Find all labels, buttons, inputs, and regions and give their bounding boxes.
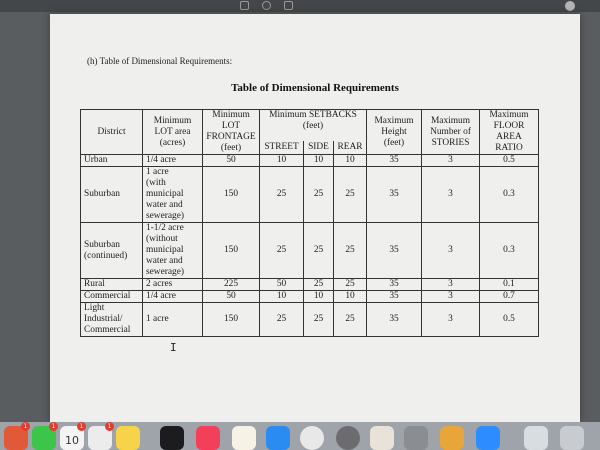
header-far: Maximum FLOOR AREA RATIO: [480, 110, 539, 155]
dimensional-requirements-table: [80, 109, 539, 337]
far-cell: 0.5: [480, 303, 539, 337]
table-row: [81, 155, 539, 167]
rear-cell: 25: [334, 167, 367, 223]
lot-cell: 2 acres: [143, 279, 203, 291]
zoom-app-icon[interactable]: [476, 426, 500, 450]
music-icon[interactable]: [196, 426, 220, 450]
side-cell: 25: [304, 279, 334, 291]
toolbar-text: [0, 0, 600, 12]
rear-cell: 25: [334, 279, 367, 291]
rotate-icon[interactable]: [262, 1, 271, 10]
far-cell: 0.5: [480, 155, 539, 167]
height-cell: 35: [367, 155, 422, 167]
header-frontage: Minimum LOT FRONTAGE (feet): [203, 110, 260, 155]
frontage-cell: 225: [203, 279, 260, 291]
height-cell: 35: [367, 303, 422, 337]
trash-icon[interactable]: [560, 426, 584, 450]
stories-cell: 3: [422, 303, 480, 337]
frontage-cell: 150: [203, 167, 260, 223]
section-caption: (h) Table of Dimensional Requirements:: [87, 56, 233, 66]
chrome-icon[interactable]: [300, 426, 324, 450]
text-cursor-icon: I: [170, 341, 177, 354]
document-page: [50, 14, 580, 422]
side-cell: 10: [304, 291, 334, 303]
street-cell: 25: [260, 167, 304, 223]
table-row: [81, 167, 539, 223]
far-cell: 0.1: [480, 279, 539, 291]
far-cell: 0.3: [480, 167, 539, 223]
keynote-icon[interactable]: [440, 426, 464, 450]
header-district: District: [81, 110, 143, 155]
street-cell: 50: [260, 279, 304, 291]
district-cell: Light Industrial/ Commercial: [81, 303, 143, 337]
dock: [0, 422, 600, 450]
district-cell: Commercial: [81, 291, 143, 303]
rear-cell: 10: [334, 291, 367, 303]
side-cell: 25: [304, 167, 334, 223]
markup-icon[interactable]: [240, 1, 249, 10]
height-cell: 35: [367, 223, 422, 279]
table-row: [81, 223, 539, 279]
reminders-icon[interactable]: 1: [88, 426, 112, 450]
stories-cell: 3: [422, 223, 480, 279]
lot-cell: 1 acre (with municipal water and sewerage): [143, 167, 203, 223]
search-icon[interactable]: [565, 1, 575, 11]
frontage-cell: 50: [203, 291, 260, 303]
notes-icon[interactable]: [116, 426, 140, 450]
side-cell: 25: [304, 223, 334, 279]
calendar-icon[interactable]: 10 1: [60, 426, 84, 450]
app-store-icon[interactable]: [266, 426, 290, 450]
header-height: Maximum Height (feet): [367, 110, 422, 155]
header-row-1: [81, 110, 539, 142]
district-cell: Suburban (continued): [81, 223, 143, 279]
stories-cell: 3: [422, 167, 480, 223]
street-cell: 25: [260, 303, 304, 337]
street-cell: 10: [260, 155, 304, 167]
stocks-icon[interactable]: [160, 426, 184, 450]
viewer-toolbar: [0, 0, 600, 12]
share-icon[interactable]: [284, 1, 293, 10]
preview-icon[interactable]: [404, 426, 428, 450]
far-cell: 0.7: [480, 291, 539, 303]
document-icon[interactable]: [524, 426, 548, 450]
district-cell: Suburban: [81, 167, 143, 223]
height-cell: 35: [367, 291, 422, 303]
stories-cell: 3: [422, 291, 480, 303]
frontage-cell: 50: [203, 155, 260, 167]
street-cell: 10: [260, 291, 304, 303]
header-rear: REAR: [334, 141, 367, 154]
street-cell: 25: [260, 223, 304, 279]
lot-cell: 1/4 acre: [143, 155, 203, 167]
settings-icon[interactable]: [336, 426, 360, 450]
far-cell: 0.3: [480, 223, 539, 279]
rear-cell: 10: [334, 155, 367, 167]
rear-cell: 25: [334, 303, 367, 337]
district-cell: Rural: [81, 279, 143, 291]
lot-cell: 1-1/2 acre (without municipal water and sewerage): [143, 223, 203, 279]
height-cell: 35: [367, 167, 422, 223]
frontage-cell: 150: [203, 223, 260, 279]
header-stories: Maximum Number of STORIES: [422, 110, 480, 155]
header-side: SIDE: [304, 141, 334, 154]
freeform-icon[interactable]: [232, 426, 256, 450]
table-row: [81, 303, 539, 337]
books-icon[interactable]: [370, 426, 394, 450]
finder-icon[interactable]: 1: [4, 426, 28, 450]
lot-cell: 1/4 acre: [143, 291, 203, 303]
side-cell: 10: [304, 155, 334, 167]
table-title: Table of Dimensional Requirements: [231, 82, 399, 94]
height-cell: 35: [367, 279, 422, 291]
district-cell: Urban: [81, 155, 143, 167]
header-lot-area: Minimum LOT area (acres): [143, 110, 203, 155]
stories-cell: 3: [422, 155, 480, 167]
frontage-cell: 150: [203, 303, 260, 337]
header-setbacks: Minimum SETBACKS (feet): [260, 110, 367, 142]
side-cell: 25: [304, 303, 334, 337]
lot-cell: 1 acre: [143, 303, 203, 337]
header-street: STREET: [260, 141, 304, 154]
stories-cell: 3: [422, 279, 480, 291]
rear-cell: 25: [334, 223, 367, 279]
table-row: [81, 291, 539, 303]
calendar-day: 10: [65, 434, 79, 447]
facetime-icon[interactable]: 1: [32, 426, 56, 450]
table-row: [81, 279, 539, 291]
